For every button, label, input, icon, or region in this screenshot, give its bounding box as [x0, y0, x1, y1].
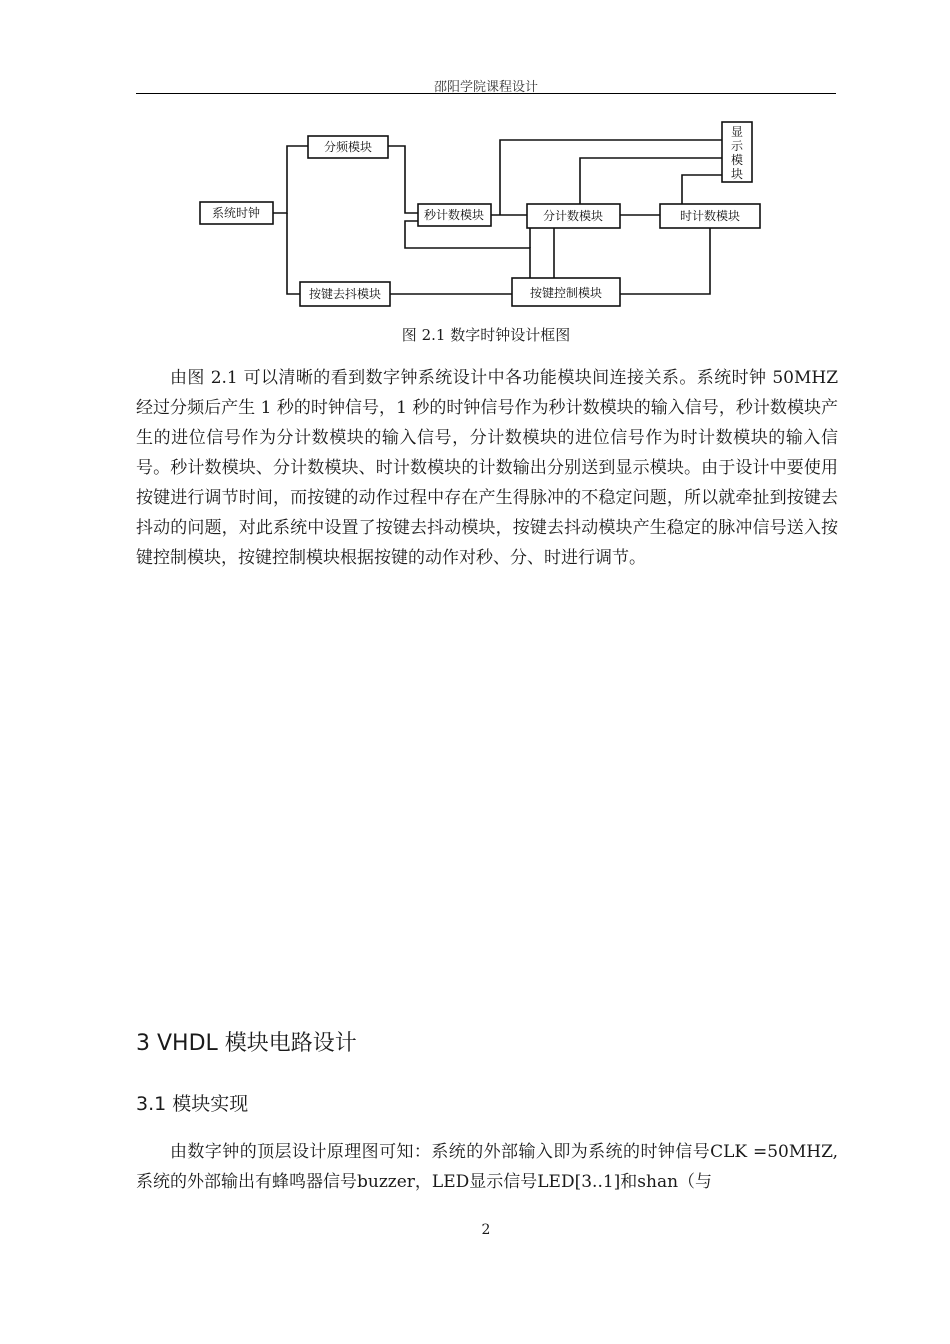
page-number: 2	[481, 1222, 491, 1238]
wire-min-display	[580, 158, 722, 206]
label-key-control: 按键控制模块	[529, 286, 603, 300]
label-display-char: 块	[730, 167, 744, 181]
wire-key-sec	[405, 221, 530, 278]
figure-caption: 图 2.1 数字时钟设计框图	[401, 326, 571, 344]
label-sec-counter: 秒计数模块	[423, 208, 485, 222]
subsection-heading: 3.1 模块实现	[136, 1093, 249, 1115]
label-clock: 系统时钟	[211, 206, 261, 220]
label-divider: 分频模块	[323, 140, 373, 154]
wire-clock-divider	[273, 146, 308, 213]
block-diagram	[190, 118, 770, 318]
label-debounce: 按键去抖模块	[308, 287, 382, 301]
header-rule	[136, 93, 836, 94]
label-hour-counter: 时计数模块	[679, 209, 741, 223]
body-paragraph-2: 由数字钟的顶层设计原理图可知：系统的外部输入即为系统的时钟信号CLK =50MHZ,系统的外部输出有蜂鸣器信号buzzer，LED显示信号LED[3..1]和shan（与	[136, 1142, 838, 1192]
wire-hour-display	[682, 175, 722, 206]
label-min-counter: 分计数模块	[542, 209, 604, 223]
page-header: 邵阳学院课程设计	[433, 80, 538, 95]
label-display-char: 模	[730, 153, 744, 167]
body-paragraph: 由图 2.1 可以清晰的看到数字钟系统设计中各功能模块间连接关系。系统时钟 50MHZ 经过分频后产生 1 秒的时钟信号，1 秒的时钟信号作为秒计数模块的输入信号，秒计数模块产生的进位信号作为分计数模块的输入信号，分计数模块的进位信号作为时计数模块的输入信号。秒计数模块、分计数模块、时计数模块的计数输出分别送到显示模块。由于设计中要使用按键进行调节时间，而按键的动作过程中存在产生得脉冲的不稳定问题，所以就牵扯到按键去抖动的问题，对此系统中设置了按键去抖动模块，按键去抖动模块产生稳定的脉冲信号送入按键控制模块，按键控制模块根据按键的动作对秒、分、时进行调节。	[136, 368, 838, 568]
label-display	[731, 125, 744, 181]
wire-clock-debounce	[287, 213, 300, 294]
wire-divider-sec	[388, 146, 418, 213]
section-heading: 3 VHDL 模块电路设计	[136, 1031, 357, 1056]
label-display-char: 显	[730, 125, 744, 139]
label-display-char: 示	[730, 139, 744, 153]
wire-key-hour	[620, 226, 710, 294]
